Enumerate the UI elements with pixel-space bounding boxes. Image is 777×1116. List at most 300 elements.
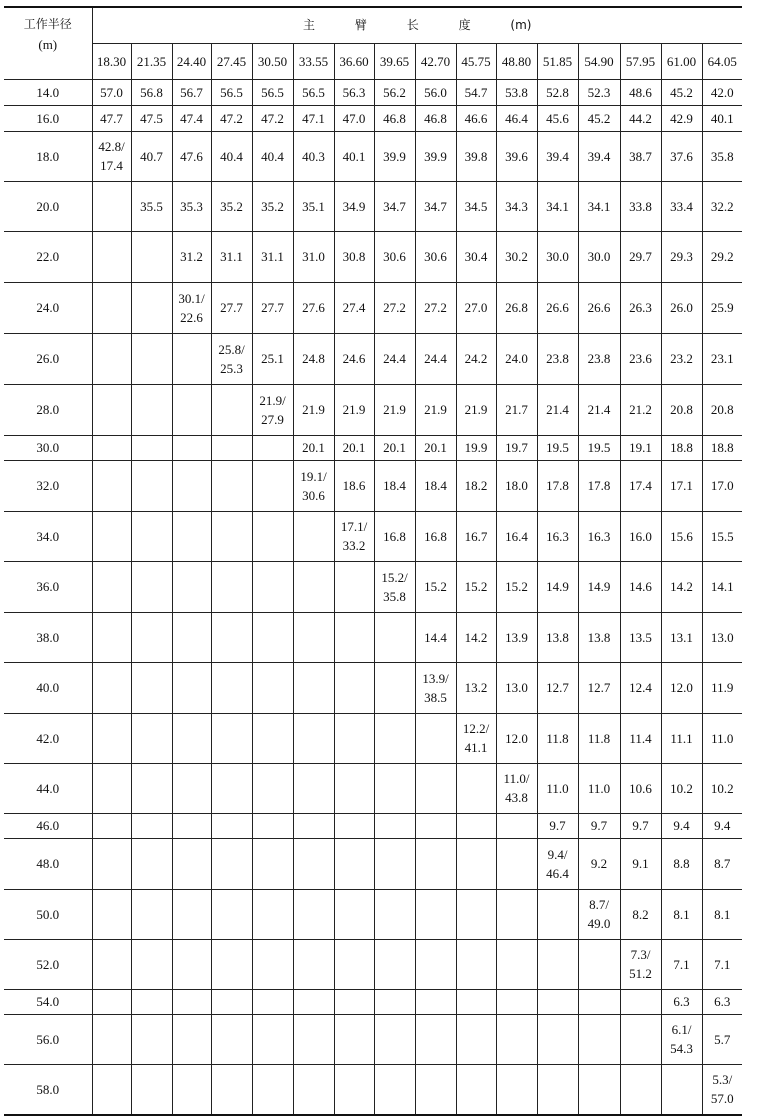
load-value-split: 17.1/ 33.2 [340,519,368,553]
load-value-cell: 29.7 [620,231,661,282]
load-value-cell [456,989,496,1014]
load-value-cell [131,763,172,813]
load-value-cell: 56.3 [334,79,374,105]
load-value-cell: 26.6 [537,282,578,333]
load-value-cell [252,1014,293,1064]
load-value-cell: 14.9 [537,561,578,612]
load-value-cell [334,1064,374,1115]
load-value-cell: 56.5 [211,79,252,105]
table-row [4,989,742,1014]
load-value-cell [374,612,415,662]
load-value-cell [415,1064,456,1115]
load-value-cell [496,1014,537,1064]
load-value-cell: 35.2 [211,181,252,231]
boom-length-word: 臂 [354,17,367,32]
load-value-cell [172,282,211,333]
load-value-cell: 31.1 [252,231,293,282]
load-value-cell: 10.6 [620,763,661,813]
working-radius-header [4,7,92,79]
load-value-cell: 20.8 [661,384,702,435]
load-value-cell [92,181,131,231]
load-value-cell: 17.1 [661,460,702,511]
load-value-cell: 47.6 [172,131,211,181]
load-value-cell: 14.2 [456,612,496,662]
load-value-cell [374,561,415,612]
working-radius-cell: 20.0 [4,181,92,231]
load-value-cell [578,939,620,989]
working-radius-cell: 44.0 [4,763,92,813]
load-value-cell [252,989,293,1014]
load-value-cell: 11.8 [578,713,620,763]
load-value-cell: 20.1 [415,435,456,460]
load-value-cell: 34.9 [334,181,374,231]
load-value-cell: 30.6 [415,231,456,282]
load-value-cell: 26.0 [661,282,702,333]
load-value-cell [252,460,293,511]
load-value-cell: 21.4 [537,384,578,435]
table-row [4,384,742,435]
load-value-split: 7.3/ 51.2 [629,947,652,981]
boom-length-cell: 18.30 [92,43,131,79]
load-value-cell [252,889,293,939]
load-value-cell: 16.4 [496,511,537,561]
table-body [4,79,742,1115]
load-value-cell [334,561,374,612]
load-value-cell: 17.8 [578,460,620,511]
load-value-cell [293,460,334,511]
working-radius-cell: 58.0 [4,1064,92,1115]
load-value-cell: 8.2 [620,889,661,939]
load-value-cell: 17.0 [702,460,742,511]
load-value-cell: 34.1 [578,181,620,231]
load-value-cell [131,460,172,511]
load-value-cell [334,838,374,889]
working-radius-cell: 30.0 [4,435,92,460]
load-value-cell [252,713,293,763]
load-value-cell: 20.8 [702,384,742,435]
load-value-cell: 18.8 [702,435,742,460]
load-value-cell [131,1064,172,1115]
load-value-cell [252,1064,293,1115]
load-value-cell: 11.0 [702,713,742,763]
boom-length-cell: 30.50 [252,43,293,79]
load-value-cell: 10.2 [661,763,702,813]
load-value-cell [293,889,334,939]
load-value-cell: 30.0 [537,231,578,282]
load-value-cell: 9.7 [578,813,620,838]
load-value-cell: 30.4 [456,231,496,282]
load-value-cell: 6.3 [661,989,702,1014]
load-value-cell: 19.5 [578,435,620,460]
load-value-cell [172,889,211,939]
load-value-cell: 15.6 [661,511,702,561]
load-value-cell: 35.3 [172,181,211,231]
load-value-cell: 29.2 [702,231,742,282]
working-radius-cell: 56.0 [4,1014,92,1064]
load-value-cell [537,838,578,889]
load-value-cell: 9.1 [620,838,661,889]
boom-length-word: 长 [406,17,419,32]
load-value-cell [252,511,293,561]
load-value-cell [92,561,131,612]
load-value-cell [293,612,334,662]
load-value-cell: 19.5 [537,435,578,460]
load-value-cell [211,384,252,435]
load-value-cell: 39.9 [415,131,456,181]
load-value-split: 13.9/ 38.5 [422,670,449,705]
load-value-cell [537,889,578,939]
load-value-cell: 40.4 [252,131,293,181]
load-value-cell: 34.7 [415,181,456,231]
working-radius-cell: 52.0 [4,939,92,989]
load-value-cell [211,838,252,889]
load-value-cell: 56.5 [293,79,334,105]
table-row [4,889,742,939]
load-value-cell: 30.6 [374,231,415,282]
load-value-cell [131,889,172,939]
load-value-cell: 27.7 [252,282,293,333]
load-value-cell: 46.8 [415,105,456,131]
load-value-cell: 56.7 [172,79,211,105]
load-value-cell: 17.8 [537,460,578,511]
load-value-cell: 6.3 [702,989,742,1014]
load-value-cell [252,838,293,889]
load-value-cell: 9.7 [537,813,578,838]
load-value-cell [537,989,578,1014]
load-value-cell [131,435,172,460]
load-value-cell: 46.4 [496,105,537,131]
boom-length-cell: 54.90 [578,43,620,79]
boom-length-cell: 64.05 [702,43,742,79]
load-value-split: 8.7/ 49.0 [587,897,611,931]
load-value-cell: 18.6 [334,460,374,511]
load-value-cell [578,989,620,1014]
load-value-cell: 14.6 [620,561,661,612]
load-value-cell [415,939,456,989]
load-value-split: 15.2/ 35.8 [381,569,408,604]
load-value-cell: 11.0 [537,763,578,813]
load-value-cell [661,1014,702,1064]
boom-length-cell: 24.40 [172,43,211,79]
load-value-cell: 47.7 [92,105,131,131]
load-value-cell [211,1064,252,1115]
load-value-cell: 18.4 [374,460,415,511]
load-value-cell: 30.8 [334,231,374,282]
load-value-cell [131,838,172,889]
working-radius-label: 工作半径 [23,17,72,31]
load-value-cell: 24.4 [374,333,415,384]
load-value-cell: 23.6 [620,333,661,384]
load-value-cell: 48.6 [620,79,661,105]
load-value-cell [578,889,620,939]
load-value-cell: 56.8 [131,79,172,105]
load-value-cell [496,1064,537,1115]
load-value-cell [334,939,374,989]
working-radius-cell: 14.0 [4,79,92,105]
load-value-cell: 24.6 [334,333,374,384]
load-value-cell [92,231,131,282]
load-value-cell: 40.7 [131,131,172,181]
load-value-cell [172,561,211,612]
load-value-cell: 12.4 [620,662,661,713]
load-value-cell [211,511,252,561]
working-radius-unit: (m) [38,37,58,52]
load-value-cell: 47.1 [293,105,334,131]
table-row [4,813,742,838]
load-value-cell: 13.8 [537,612,578,662]
load-value-cell: 31.2 [172,231,211,282]
load-value-cell: 12.0 [496,713,537,763]
load-value-cell: 40.1 [334,131,374,181]
load-value-cell: 30.2 [496,231,537,282]
load-value-cell: 21.9 [334,384,374,435]
load-value-cell: 14.2 [661,561,702,612]
load-value-cell [131,813,172,838]
table-row [4,333,742,384]
load-value-cell: 15.2 [456,561,496,612]
load-value-cell: 8.7 [702,838,742,889]
table-row [4,939,742,989]
load-value-cell: 52.8 [537,79,578,105]
load-value-cell [172,662,211,713]
table-row [4,1064,742,1115]
boom-length-cell: 51.85 [537,43,578,79]
load-value-cell: 57.0 [92,79,131,105]
load-value-cell [293,561,334,612]
load-value-cell [92,511,131,561]
load-value-cell: 27.6 [293,282,334,333]
table-row [4,561,742,612]
load-value-cell [334,511,374,561]
load-value-cell [252,435,293,460]
load-value-cell [92,713,131,763]
load-value-cell: 8.8 [661,838,702,889]
load-value-cell: 19.7 [496,435,537,460]
load-value-cell [456,838,496,889]
load-chart-table-wrapper [4,6,742,1116]
load-value-cell: 31.1 [211,231,252,282]
load-value-cell: 33.8 [620,181,661,231]
load-value-cell [92,435,131,460]
load-value-cell: 34.1 [537,181,578,231]
load-value-cell [334,612,374,662]
load-value-cell: 38.7 [620,131,661,181]
load-value-cell [456,813,496,838]
load-value-cell: 26.6 [578,282,620,333]
load-value-cell [211,460,252,511]
load-value-cell: 11.9 [702,662,742,713]
load-value-cell [496,763,537,813]
load-value-cell: 42.9 [661,105,702,131]
load-value-cell [252,939,293,989]
load-value-cell: 27.0 [456,282,496,333]
load-value-cell: 11.1 [661,713,702,763]
load-value-cell: 30.0 [578,231,620,282]
load-value-cell: 24.2 [456,333,496,384]
load-value-cell [374,662,415,713]
boom-length-word: 度 [458,17,471,32]
load-value-cell: 7.1 [661,939,702,989]
load-value-cell: 35.8 [702,131,742,181]
load-value-split: 11.0/ 43.8 [503,771,530,805]
load-value-cell [537,939,578,989]
load-value-cell: 40.1 [702,105,742,131]
load-value-cell [415,889,456,939]
load-value-cell [702,1064,742,1115]
working-radius-cell: 50.0 [4,889,92,939]
table-row [4,1014,742,1064]
load-value-cell: 34.3 [496,181,537,231]
load-value-cell: 8.1 [661,889,702,939]
load-value-cell [374,939,415,989]
load-value-cell [211,939,252,989]
load-value-cell [211,561,252,612]
load-value-cell [374,838,415,889]
load-value-split: 19.1/ 30.6 [300,468,327,503]
load-value-cell [620,1064,661,1115]
load-value-cell [172,1014,211,1064]
load-value-cell [415,1014,456,1064]
load-value-cell [92,612,131,662]
load-value-cell: 9.4 [661,813,702,838]
boom-length-word: 主 [303,17,316,32]
load-value-cell: 56.5 [252,79,293,105]
load-value-cell [374,713,415,763]
load-value-cell [661,1064,702,1115]
load-value-cell: 34.7 [374,181,415,231]
load-value-cell [172,511,211,561]
load-value-cell: 9.2 [578,838,620,889]
load-value-cell [131,561,172,612]
boom-length-cell: 48.80 [496,43,537,79]
table-row [4,662,742,713]
load-value-cell [415,989,456,1014]
load-value-cell: 37.6 [661,131,702,181]
working-radius-cell: 54.0 [4,989,92,1014]
load-value-cell: 16.7 [456,511,496,561]
load-value-cell [415,838,456,889]
boom-length-cell: 33.55 [293,43,334,79]
load-value-cell: 5.7 [702,1014,742,1064]
load-value-cell: 42.0 [702,79,742,105]
load-value-cell [211,763,252,813]
boom-length-cell: 36.60 [334,43,374,79]
load-value-cell: 21.9 [374,384,415,435]
working-radius-cell: 22.0 [4,231,92,282]
load-value-cell [131,384,172,435]
load-value-cell [92,838,131,889]
load-value-cell: 26.8 [496,282,537,333]
load-value-cell [252,813,293,838]
load-value-cell: 9.4 [702,813,742,838]
table-row [4,713,742,763]
load-value-cell [293,511,334,561]
load-value-cell [211,1014,252,1064]
load-value-cell [293,1064,334,1115]
load-value-cell [172,838,211,889]
load-value-cell: 35.1 [293,181,334,231]
load-value-cell: 8.1 [702,889,742,939]
load-value-cell [131,939,172,989]
load-value-cell: 16.3 [537,511,578,561]
load-value-cell [172,435,211,460]
load-value-cell: 53.8 [496,79,537,105]
load-value-cell [334,1014,374,1064]
load-value-cell: 21.9 [293,384,334,435]
load-value-cell: 27.7 [211,282,252,333]
load-value-cell [334,662,374,713]
load-value-cell [131,333,172,384]
load-value-cell [415,662,456,713]
load-value-cell [496,939,537,989]
load-value-cell: 13.8 [578,612,620,662]
load-value-cell: 17.4 [620,460,661,511]
load-value-cell [92,889,131,939]
load-value-cell [92,662,131,713]
load-value-cell [252,763,293,813]
load-value-split: 25.8/ 25.3 [218,341,245,376]
load-value-cell: 39.6 [496,131,537,181]
load-value-cell: 20.1 [374,435,415,460]
working-radius-cell: 34.0 [4,511,92,561]
load-value-cell [415,813,456,838]
load-value-cell [496,838,537,889]
load-value-cell [131,282,172,333]
load-value-cell: 11.4 [620,713,661,763]
load-value-cell: 39.4 [537,131,578,181]
load-value-cell [578,1014,620,1064]
boom-length-cell: 42.70 [415,43,456,79]
load-value-cell [293,813,334,838]
load-value-cell: 19.9 [456,435,496,460]
load-value-cell [131,713,172,763]
load-value-cell [92,384,131,435]
load-value-cell: 13.0 [702,612,742,662]
load-value-cell: 47.5 [131,105,172,131]
load-value-cell: 21.9 [415,384,456,435]
load-value-cell: 56.0 [415,79,456,105]
load-value-cell: 11.0 [578,763,620,813]
load-value-cell: 16.0 [620,511,661,561]
load-value-cell: 33.4 [661,181,702,231]
working-radius-cell: 38.0 [4,612,92,662]
load-value-cell [172,333,211,384]
boom-length-cell: 57.95 [620,43,661,79]
load-value-cell: 13.0 [496,662,537,713]
load-value-split: 9.4/ 46.4 [546,846,569,881]
load-value-cell: 21.2 [620,384,661,435]
header-row-boom-lengths [4,43,742,79]
load-value-cell: 35.5 [131,181,172,231]
load-value-cell: 47.2 [252,105,293,131]
load-value-cell [252,561,293,612]
load-value-cell: 23.8 [537,333,578,384]
load-value-cell: 46.8 [374,105,415,131]
load-value-cell: 39.4 [578,131,620,181]
load-value-cell [211,333,252,384]
load-value-cell: 29.3 [661,231,702,282]
load-value-cell: 21.9 [456,384,496,435]
load-value-cell: 15.2 [496,561,537,612]
load-value-cell [293,763,334,813]
load-value-cell [211,889,252,939]
load-value-cell [334,813,374,838]
load-value-cell: 40.3 [293,131,334,181]
load-value-cell [293,838,334,889]
load-value-cell [172,763,211,813]
load-value-cell: 23.2 [661,333,702,384]
load-value-cell: 11.8 [537,713,578,763]
